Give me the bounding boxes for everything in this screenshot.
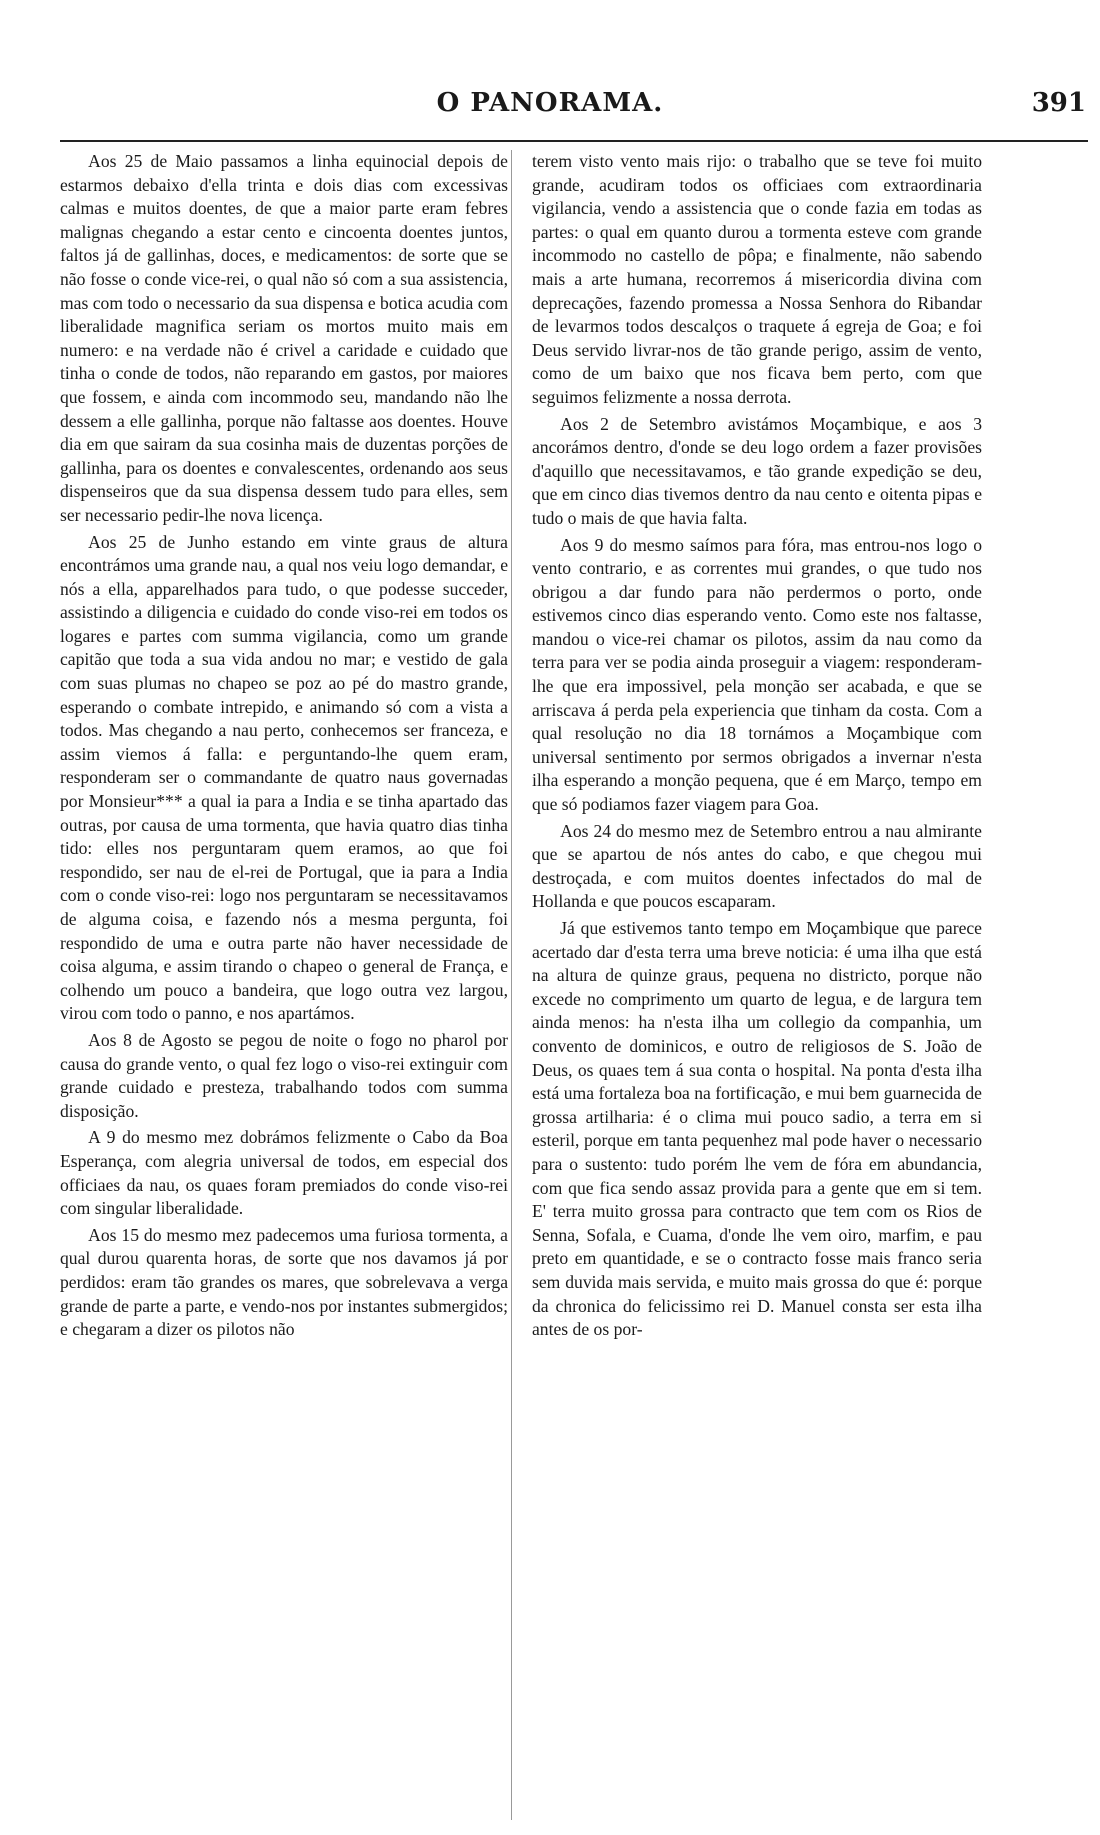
paragraph: Aos 24 do mesmo mez de Setembro entrou a nau almirante que se apartou de nós antes do cabo, e que chegou mui destroçada, e com muitos doentes infectados do mal de Hollanda e que poucos escaparam. (532, 820, 982, 912)
paragraph: Aos 2 de Setembro avistámos Moçambique, e aos 3 ancorámos dentro, d'onde se deu logo ordem a fazer provisões d'aquillo que necessitavamos, e tão grande expedição se deu, que em cinco dias tivemos dentro da nau cento e oitenta pipas e tudo o mais de que havia falta. (532, 413, 982, 528)
paragraph: Aos 25 de Junho estando em vinte graus de altura encontrámos uma grande nau, a qual nos veiu logo demandar, e nós a ella, apparelhados para tudo, o que podesse succeder, assistindo a diligencia e cuidado do conde viso-rei em todos os logares e partes com summa vigilancia, como um grande capitão que toda a sua vida andou no mar; e vestido de gala com suas plumas no chapeo se poz ao pé do mastro grande, esperando o combate intrepido, e animando só com a vista a todos. Mas chegando a nau perto, conhecemos ser franceza, e assim viemos á falla: e perguntando-lhe quem eram, responderam ser o commandante de quatro naus governadas por Monsieur*** a qual ia para a India e se tinha apartado das outras, por causa de uma tormenta, que havia quatro dias tinha tido: elles nos perguntaram quem eramos, ao que foi respondido, ser nau de el-rei de Portugal, que ia para a India com o conde viso-rei: logo nos perguntaram se necessitavamos de alguma coisa, e fazendo nós a mesma pergunta, foi respondido de uma e outra parte não haver necessidade de coisa alguma, e assim tirando o chapeo o general de França, e colhendo um pouco a bandeira, que logo outra vez largou, virou com todo o panno, e nos apartámos. (60, 531, 508, 1024)
paragraph: A 9 do mesmo mez dobrámos felizmente o Cabo da Boa Esperança, com alegria universal de todos, em especial dos officiaes da nau, os quaes foram premiados do conde viso-rei com singular liberalidade. (60, 1127, 508, 1219)
page-header (0, 88, 1100, 128)
paragraph: Aos 9 do mesmo saímos para fóra, mas entrou-nos logo o vento contrario, e as correntes mui grandes, o que tudo nos obrigou a dar fundo para não perdermos o porto, onde estivemos cinco dias esperando vento. Como este nos faltasse, mandou o vice-rei chamar os pilotos, assim da nau como da terra para ver se podia ainda proseguir a viagem: responderam-lhe que era impossivel, pela monção ser acabada, e que se arriscava á perda pela experiencia que tinham da costa. Com a qual resolução no dia 18 tornámos a Moçambique com universal sentimento por sermos obrigados a invernar n'esta ilha esperando a monção pequena, que é em Março, tempo em que só podiamos fazer viagem para Goa. (532, 534, 982, 815)
journal-title: O PANORAMA. (436, 88, 664, 118)
paragraph: Aos 8 de Agosto se pegou de noite o fogo no pharol por causa do grande vento, o qual fez logo o viso-rei extinguir com grande cuidado e presteza, trabalhando todos com summa disposição. (60, 1029, 508, 1121)
paragraph: Já que estivemos tanto tempo em Moçambique que parece acertado dar d'esta terra uma breve noticia: é uma ilha que está na altura de quinze graus, pequena no districto, porque não excede no comprimento um quarto de legua, e de largura tem ainda menos: ha n'esta ilha um collegio da companhia, um convento de dominicos, e outro de religiosos de S. João de Deus, os quaes tem á sua conta o hospital. Na ponta d'esta ilha está uma fortaleza boa na fortificação, e mui bem guarnecida de grossa artilharia: é o clima mui pouco sadio, a terra em si esteril, porque em tanta pequenhez mal pode haver o necessario para o sustento: tudo porém lhe vem de fóra em abundancia, com que fica sendo assaz provida para a gente que em si tem. E' terra muito grossa para contracto que tem com os Rios de Senna, Sofala, e Cuama, d'onde lhe vem oiro, marfim, e pau preto em quantidade, e se o contracto fosse mais franco seria sem duvida mais servida, e muito mais grossa do que é: porque da chronica do felicissimo rei D. Manuel consta ser esta ilha antes de os por- (532, 918, 982, 1340)
column-divider (511, 150, 512, 1820)
page-number: 391 (1031, 88, 1086, 118)
paragraph: Aos 25 de Maio passamos a linha equinocial depois de estarmos debaixo d'ella trinta e dois dias com excessivas calmas e muitos doentes, de que a maior parte eram febres malignas chegando a estar cento e cincoenta doentes juntos, faltos já de gallinhas, doces, e medicamentos: de sorte que se não fosse o conde vice-rei, o qual não só com a sua assistencia, mas com todo o necessario da sua dispensa e botica acudia com liberalidade magnifica seriam os mortos muito mais em numero: e na verdade não é crivel a caridade e cuidado que tinha o conde de todos, não reparando em gastos, por maiores que fossem, e ainda com incommodo seu, mandando não lhe dessem a elle gallinha, porque não faltasse aos doentes. Houve dia em que sairam da sua cosinha mais de duzentas porções de gallinha, para os doentes e convalescentes, ordenando aos seus dispenseiros que da sua dispensa dessem tudo para elles, sem ser necessario pedir-lhe nova licença. (60, 151, 509, 525)
paragraph: Aos 15 do mesmo mez padecemos uma furiosa tormenta, a qual durou quarenta horas, de sorte que nos davamos já por perdidos: eram tão grandes os mares, que sobrelevava a verga grande de parte a parte, e vendo-nos por instantes submergidos; e chegaram a dizer os pilotos não (60, 1224, 508, 1340)
left-column (60, 150, 508, 1345)
header-rule (60, 140, 1088, 142)
paragraph: terem visto vento mais rijo: o trabalho que se teve foi muito grande, acudiram todos os officiaes com extraordinaria vigilancia, vendo a assistencia que o conde fazia em todas as partes: o qual em quanto durou a tormenta esteve com grande incommodo no castello de pôpa; e finalmente, não sabendo mais a arte humana, recorremos á misericordia divina com deprecações, fazendo promessa a Nossa Senhora do Ribandar de levarmos todos descalços o traquete á egreja de Goa; e foi Deus servido livrar-nos de tão grande perigo, assim de vento, como de um baixo que nos ficava bem perto, com que seguimos felizmente a nossa derrota. (532, 151, 982, 407)
right-column (532, 150, 982, 1345)
